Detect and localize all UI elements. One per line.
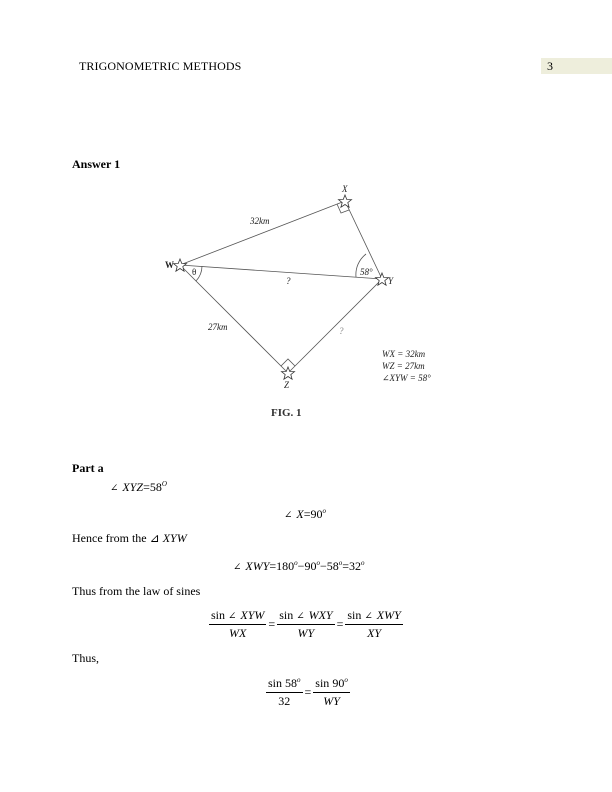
text-hence: Hence from the ⊿ XYW	[72, 531, 187, 545]
triangle-figure	[150, 180, 460, 420]
label-side-wy: ?	[286, 276, 291, 286]
angle-arc-w	[196, 266, 202, 281]
equation-xyz: ∠ $XYZ=58^O$	[110, 480, 167, 494]
label-angle-y: 58°	[360, 267, 373, 277]
legend-line-3: ∠XYW = 58°	[382, 373, 431, 383]
label-side-wz: 27km	[208, 322, 228, 332]
label-vertex-x: X	[342, 184, 348, 194]
line-wy	[180, 265, 382, 279]
line-zy	[288, 279, 382, 373]
fraction-1: $\frac{\text{sin ∠ XYW}}{WX}$	[211, 608, 265, 640]
label-angle-w: θ	[192, 267, 197, 277]
equation-xwy: ∠ $XWY=180^o-90^o-58^o=32^o$	[233, 559, 365, 573]
running-header-title: TRIGONOMETRIC METHODS	[79, 59, 242, 73]
line-wz	[180, 265, 288, 373]
legend-line-2: WZ = 27km	[382, 361, 425, 371]
angle-symbol: ∠	[233, 562, 242, 573]
angle-symbol: ∠	[110, 483, 119, 494]
equation-sine-ratio: $\frac{\sin 58^o}{32}$ = $\frac{\sin 90^o}{WY}$	[268, 676, 348, 708]
triangle-symbol: ⊿	[149, 531, 160, 545]
star-x	[339, 195, 352, 207]
label-vertex-y: Y	[388, 276, 394, 286]
page-number: 3	[547, 59, 553, 73]
fraction-sin90: $\frac{\sin 90^o}{WY}$	[315, 676, 348, 708]
legend-line-1: WX = 32km	[382, 349, 426, 359]
label-side-wx: 32km	[250, 216, 270, 226]
text-law-of-sines: Thus from the law of sines	[72, 584, 201, 598]
fraction-3: $\frac{\text{sin ∠ XWY}}{XY}$	[347, 608, 401, 640]
label-side-zy: ?	[339, 326, 344, 336]
text-thus: Thus,	[72, 651, 99, 665]
equation-x: ∠ $X=90^o$	[284, 507, 327, 521]
label-vertex-z: Z	[284, 380, 290, 390]
answer-heading: Answer 1	[72, 157, 121, 171]
fraction-2: $\frac{\text{sin ∠ WXY}}{WY}$	[279, 608, 333, 640]
figure-caption: FIG. 1	[271, 407, 302, 419]
equation-law-of-sines: $\frac{\text{sin ∠ XYW}}{WX}$ = $\frac{\text{sin ∠ WXY}}{WY}$ = $\frac{\text{sin ∠ XWY}}{XY}$	[211, 608, 401, 640]
right-angle-z	[281, 359, 295, 366]
line-wx	[180, 201, 345, 265]
fraction-sin58: $\frac{\sin 58^o}{32}$	[268, 676, 301, 708]
angle-symbol: ∠	[284, 510, 293, 521]
label-vertex-w: W	[165, 260, 174, 270]
part-a-heading: Part a	[72, 461, 104, 475]
